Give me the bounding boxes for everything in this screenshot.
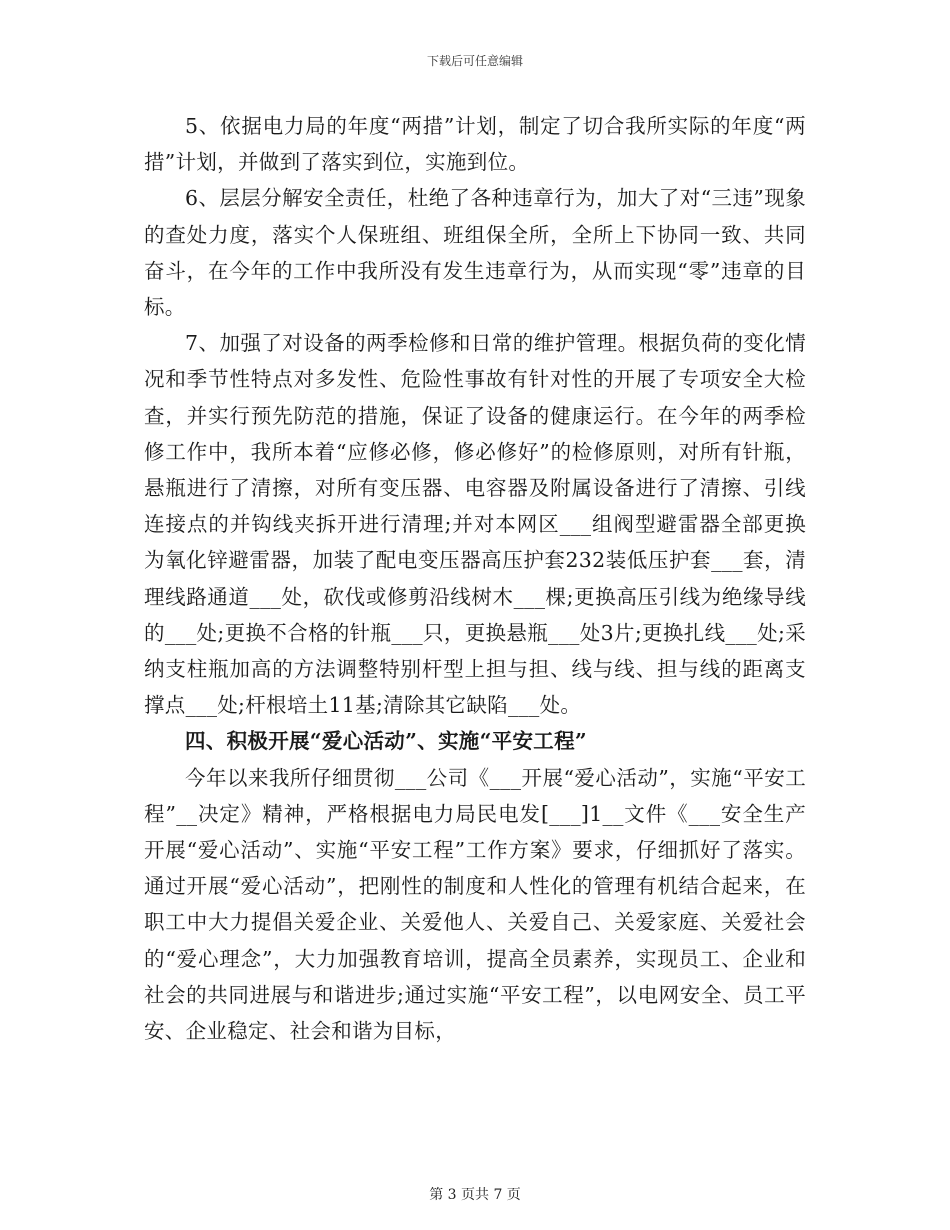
paragraph-item-5: 5、依据电力局的年度“两措”计划，制定了切合我所实际的年度“两措”计划，并做到了落实到位，实施到位。 (144, 114, 806, 175)
document-body (144, 108, 806, 1049)
page-header: 下载后可任意编辑 (426, 54, 523, 68)
page-footer: 第 3 页共 7 页 (429, 1187, 521, 1203)
paragraph-item-7: 7、加强了对设备的两季检修和日常的维护管理。根据负荷的变化情况和季节性特点对多发性、危险性事故有针对性的开展了专项安全大检查，并实行预先防范的措施，保证了设备的健康运行。在今年的两季检修工作中，我所本着“应修必修，修必修好”的检修原则，对所有针瓶，悬瓶进行了清擦，对所有变压器、电容器及附属设备进行了清擦、引线连接点的并钩线夹拆开进行清理;并对本网区___组阀型避雷器全部更换为氧化锌避雷器，加装了配电变压器高压护套232装低压护套___套，清理线路通道___处，砍伐或修剪沿线树木___棵;更换高压引线为绝缘导线的___处;更换不合格的针瓶___只，更换悬瓶___处3片;更换扎线___处;采纳支柱瓶加高的方法调整特别杆型上担与担、线与线、担与线的距离支撑点___处;杆根培土11基;清除其它缺陷___处。 (144, 331, 806, 718)
section-body-paragraph: 今年以来我所仔细贯彻___公司《___开展“爱心活动”，实施“平安工程”__决定》精神，严格根据电力局民电发[___]1__文件《___安全生产开展“爱心活动”、实施“平安工程”工作方案》要求，仔细抓好了落实。通过开展“爱心活动”，把刚性的制度和人性化的管理有机结合起来，在职工中大力提倡关爱企业、关爱他人、关爱自己、关爱家庭、关爱社会的“爱心理念”，大力加强教育培训，提高全员素养，实现员工、企业和社会的共同进展与和谐进步;通过实施“平安工程”，以电网安全、员工平安、企业稳定、社会和谐为目标， (144, 765, 806, 1044)
section-heading: 四、积极开展“爱心活动”、实施“平安工程” (185, 729, 587, 754)
paragraph-item-6: 6、层层分解安全责任，杜绝了各种违章行为，加大了对“三违”现象的查处力度，落实个人保班组、班组保全所，全所上下协同一致、共同奋斗，在今年的工作中我所没有发生违章行为，从而实现“零”违章的目标。 (144, 186, 806, 320)
